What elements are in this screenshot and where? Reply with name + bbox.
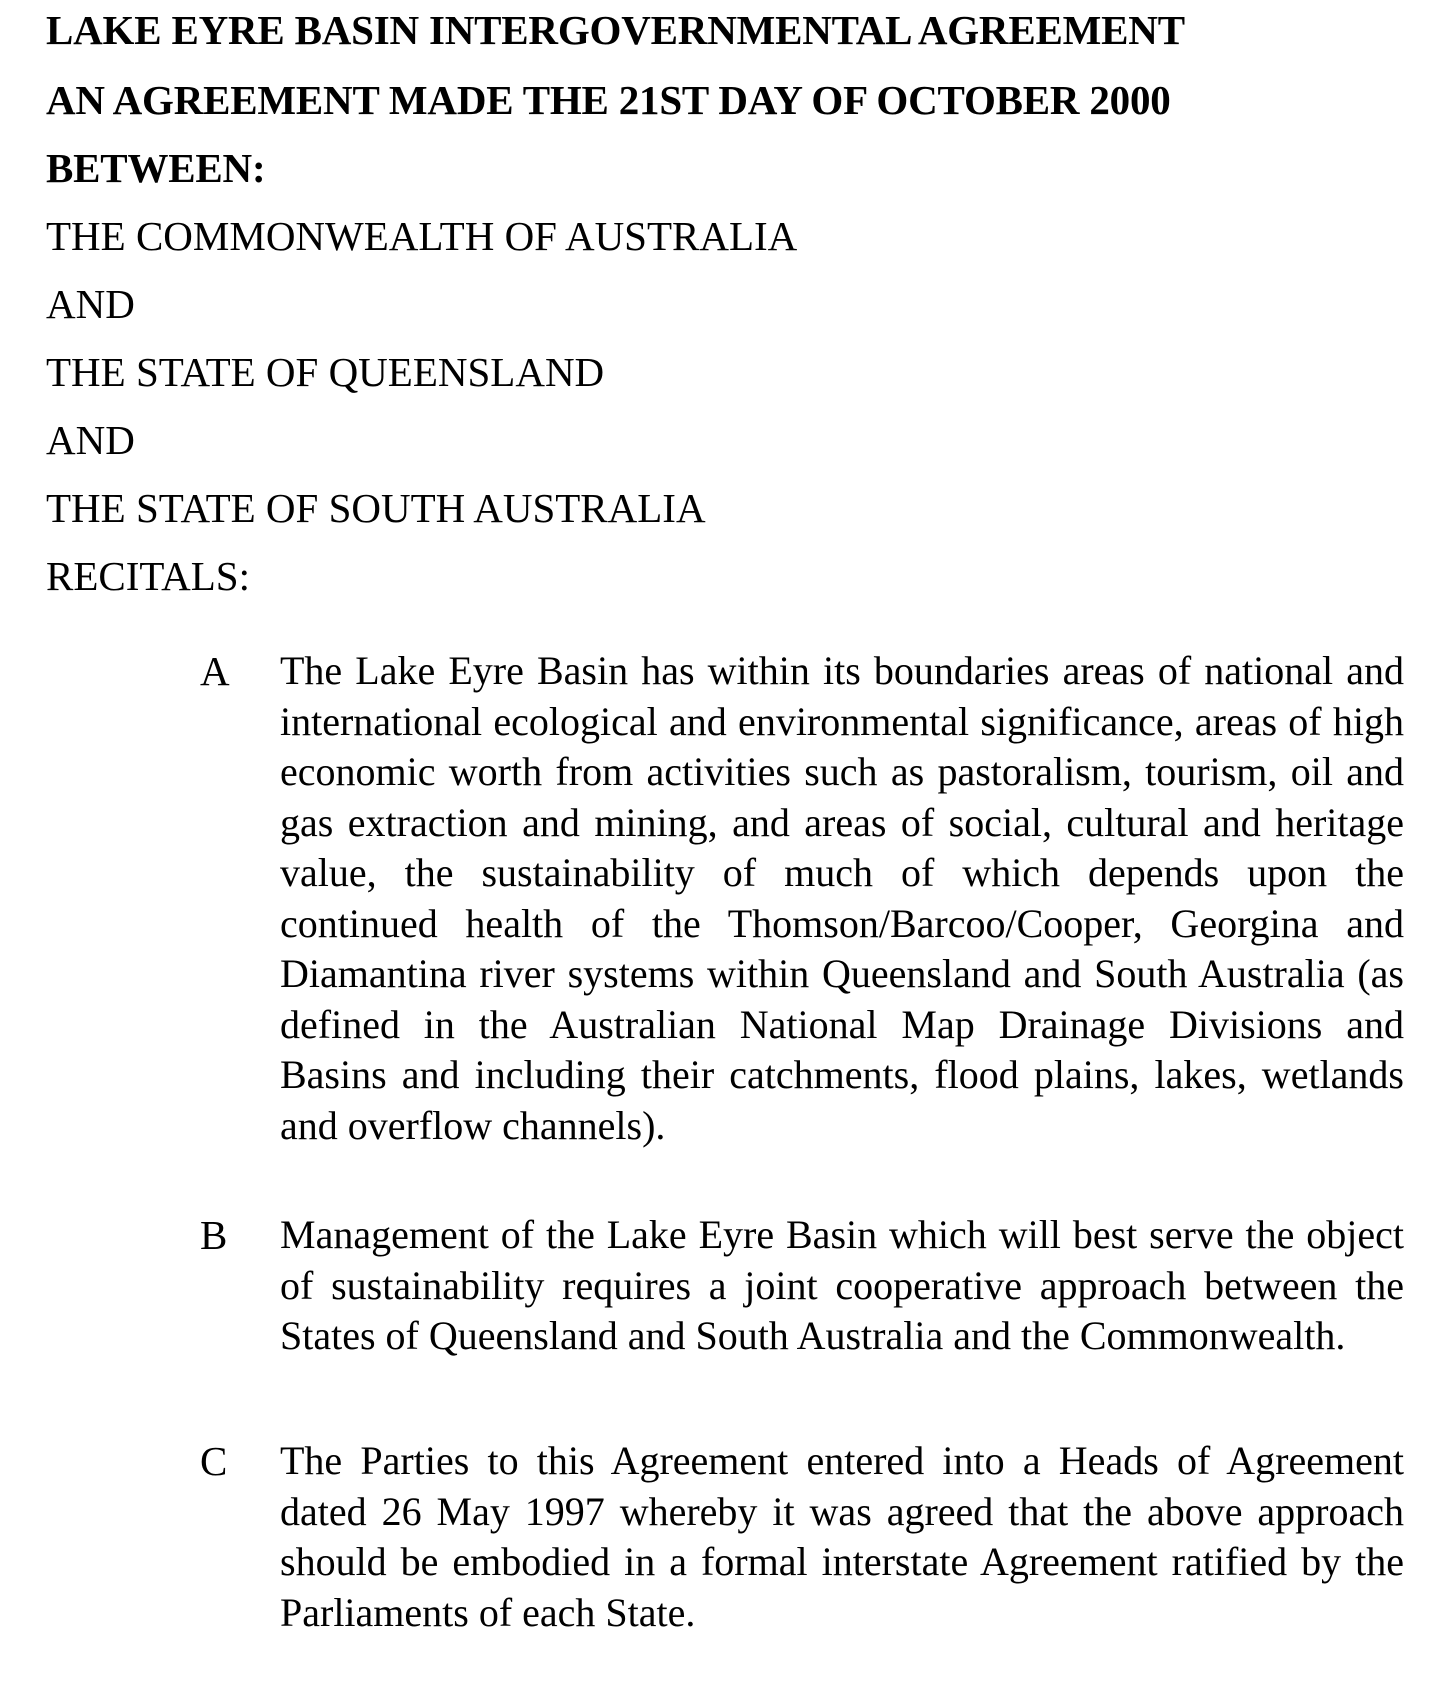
recital-letter: B (200, 1212, 228, 1258)
agreement-title: LAKE EYRE BASIN INTERGOVERNMENTAL AGREEMENT (46, 7, 1185, 53)
recital-text: Management of the Lake Eyre Basin which will best serve the object of sustainability requires a joint cooperative approach between the States of Queensland and South Australia and the Commonwealth. (280, 1212, 1404, 1358)
party-conjunction: AND (46, 417, 135, 463)
agreement-date-line: AN AGREEMENT MADE THE 21ST DAY OF OCTOBER 2000 (46, 77, 1171, 123)
recital-letter: C (200, 1438, 228, 1484)
party-commonwealth: THE COMMONWEALTH OF AUSTRALIA (46, 213, 798, 259)
recital-text: The Parties to this Agreement entered into a Heads of Agreement dated 26 May 1997 whereby it was agreed that the above approach should be embodied in a formal interstate Agreement ratified by the Parliaments of each State. (280, 1438, 1404, 1635)
between-heading: BETWEEN: (46, 145, 266, 191)
recitals-heading: RECITALS: (46, 553, 250, 599)
party-queensland: THE STATE OF QUEENSLAND (46, 349, 605, 395)
party-south-australia: THE STATE OF SOUTH AUSTRALIA (46, 485, 706, 531)
recital-text: The Lake Eyre Basin has within its boundaries areas of national and international ecological and environmental significance, areas of high economic worth from activities such as pastoralism, tourism, oil and gas extraction and mining, and areas of social, cultural and heritage value, the sustainability of much of which depends upon the continued health of the Thomson/Barcoo/Cooper, Georgina and Diamantina river systems within Queensland and South Australia (as defined in the Australian National Map Drainage Divisions and Basins and including their catchments, flood plains, lakes, wetlands and overflow channels). (280, 648, 1404, 1148)
recital-letter: A (200, 648, 230, 694)
party-conjunction: AND (46, 281, 135, 327)
